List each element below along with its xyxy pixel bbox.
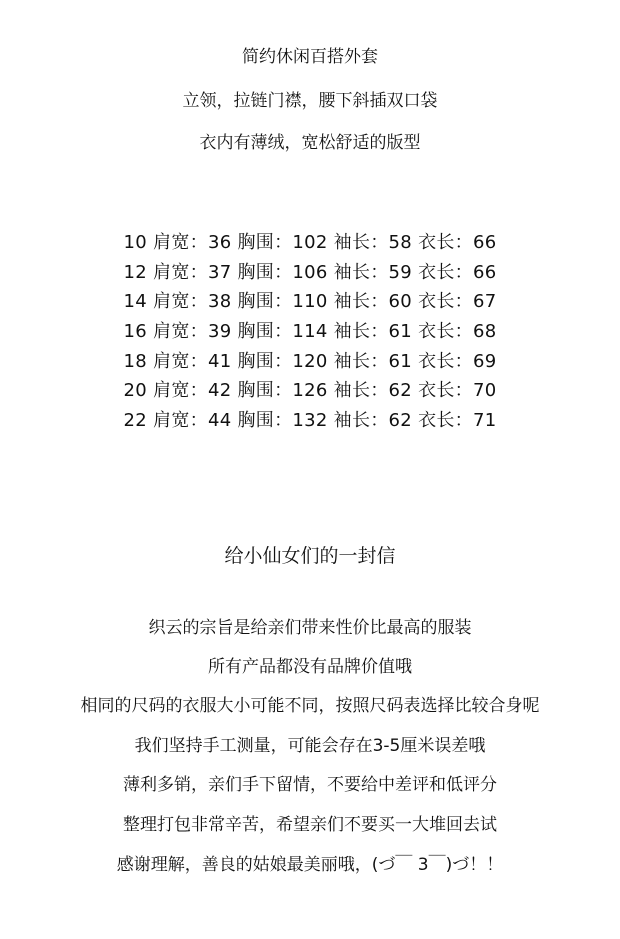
- size-row: 22 肩宽：44 胸围：132 袖长：62 衣长：71: [123, 410, 497, 431]
- product-title: 简约休闲百搭外套: [242, 47, 378, 67]
- letter-line: 相同的尺码的衣服大小可能不同，按照尺码表选择比较合身呢: [80, 696, 540, 716]
- size-row: 18 肩宽：41 胸围：120 袖长：61 衣长：69: [123, 351, 497, 372]
- feature-line: 衣内有薄绒，宽松舒适的版型: [199, 133, 421, 153]
- letter-line: 我们坚持手工测量，可能会存在3-5厘米误差哦: [134, 736, 486, 756]
- size-row: 12 肩宽：37 胸围：106 袖长：59 衣长：66: [123, 262, 497, 283]
- size-row: 16 肩宽：39 胸围：114 袖长：61 衣长：68: [123, 321, 497, 342]
- letter-line: 薄利多销，亲们手下留情，不要给中差评和低评分: [123, 775, 497, 795]
- letter-line: 织云的宗旨是给亲们带来性价比最高的服装: [148, 618, 472, 638]
- letter-title: 给小仙女们的一封信: [224, 545, 396, 567]
- size-row: 10 肩宽：36 胸围：102 袖长：58 衣长：66: [123, 232, 497, 253]
- size-row: 20 肩宽：42 胸围：126 袖长：62 衣长：70: [123, 380, 497, 401]
- letter-line: 感谢理解，善良的姑娘最美丽哦，(づ￣ 3￣)づ！！: [116, 855, 504, 875]
- letter-line: 所有产品都没有品牌价值哦: [208, 657, 412, 677]
- size-row: 14 肩宽：38 胸围：110 袖长：60 衣长：67: [123, 291, 497, 312]
- feature-line: 立领，拉链门襟，腰下斜插双口袋: [182, 91, 438, 111]
- letter-line: 整理打包非常辛苦，希望亲们不要买一大堆回去试: [123, 815, 497, 835]
